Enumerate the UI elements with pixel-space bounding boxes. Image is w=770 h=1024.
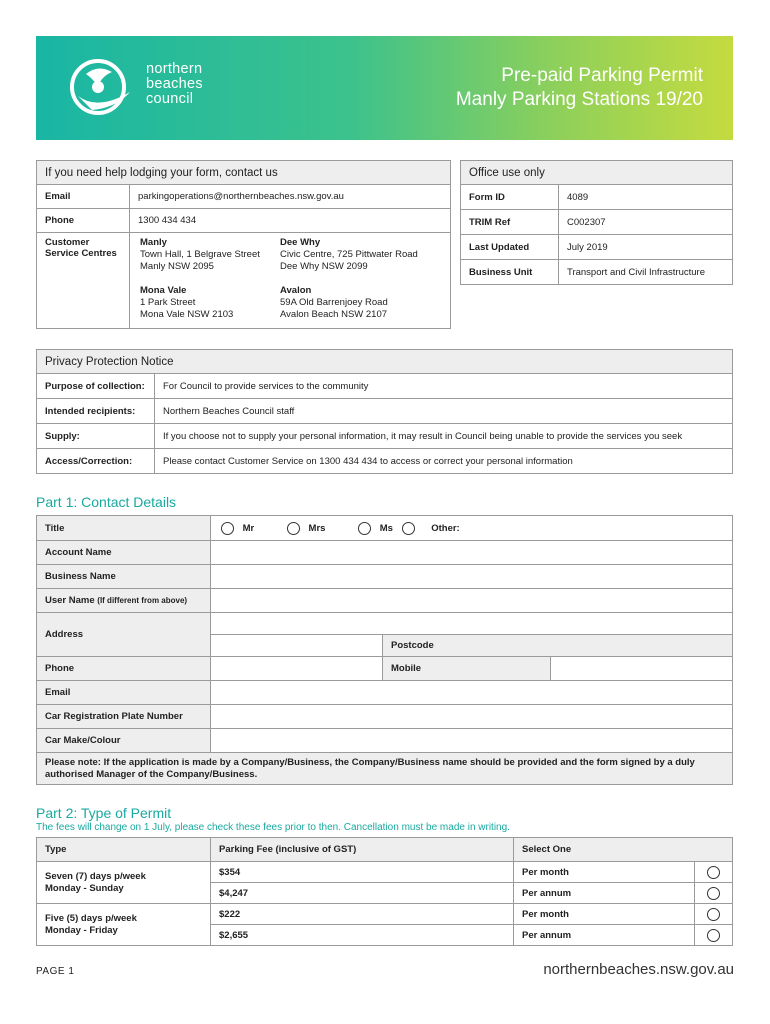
radio-ms[interactable] (358, 522, 371, 535)
trim-ref-value: C002307 (559, 210, 733, 235)
part1-title: Part 1: Contact Details (36, 494, 177, 510)
type-seven-days: Seven (7) days p/week Monday - Sunday (37, 862, 211, 904)
header-banner (36, 36, 733, 140)
car-rego-field[interactable] (211, 705, 733, 729)
help-contact-table (36, 160, 451, 329)
fee-seven-month: $354 (211, 862, 514, 883)
privacy-recipients-label: Intended recipients: (37, 399, 155, 424)
car-make-field[interactable] (211, 729, 733, 753)
help-header: If you need help lodging your form, contact us (37, 161, 451, 185)
car-rego-label: Car Registration Plate Number (37, 705, 211, 729)
radio-five-month[interactable] (707, 908, 720, 921)
title-label: Title (37, 516, 211, 541)
form-id-label: Form ID (461, 185, 559, 210)
period-seven-month: Per month (514, 862, 695, 883)
col-select: Select One (514, 838, 733, 862)
col-fee: Parking Fee (inclusive of GST) (211, 838, 514, 862)
radio-mr[interactable] (221, 522, 234, 535)
radio-five-annum[interactable] (707, 929, 720, 942)
privacy-access-value: Please contact Customer Service on 1300 434 434 to access or correct your personal information (155, 449, 733, 474)
select-seven-annum[interactable] (695, 883, 733, 904)
privacy-supply-value: If you choose not to supply your personal information, it may result in Council being unable to provide the services you seek (155, 424, 733, 449)
postcode-label: Postcode (383, 635, 733, 657)
account-name-field[interactable] (211, 541, 733, 565)
user-name-label: User Name (If different from above) (37, 589, 211, 613)
page-number: PAGE 1 (36, 966, 75, 977)
mobile-field[interactable] (551, 657, 733, 681)
email-label-p1: Email (37, 681, 211, 705)
phone-label-p1: Phone (37, 657, 211, 681)
last-updated-label: Last Updated (461, 235, 559, 260)
service-centres (130, 233, 451, 329)
office-use-table (460, 160, 733, 285)
phone-label: Phone (37, 209, 130, 233)
office-header: Office use only (461, 161, 733, 185)
contact-details-table (36, 515, 733, 785)
select-five-annum[interactable] (695, 925, 733, 946)
centre-dee-why: Dee Why Civic Centre, 725 Pittwater Road Dee Why NSW 2099 (280, 237, 418, 272)
company-note: Please note: If the application is made by a Company/Business, the Company/Business name should be provided and the form signed by a duly authorised Manager of the Company/Business. (37, 753, 733, 785)
centre-manly: Manly Town Hall, 1 Belgrave Street Manly NSW 2095 (140, 237, 260, 272)
part2-subtitle: The fees will change on 1 July, please check these fees prior to then. Cancellation must be made in writing. (36, 822, 510, 833)
centre-mona-vale: Mona Vale 1 Park Street Mona Vale NSW 2103 (140, 285, 234, 320)
privacy-purpose-label: Purpose of collection: (37, 374, 155, 399)
radio-mrs[interactable] (287, 522, 300, 535)
select-five-month[interactable] (695, 904, 733, 925)
period-five-month: Per month (514, 904, 695, 925)
address-field-line2[interactable] (211, 635, 383, 657)
option-mrs-label: Mrs (308, 522, 326, 534)
car-make-label: Car Make/Colour (37, 729, 211, 753)
option-mr-label: Mr (242, 522, 255, 534)
select-seven-month[interactable] (695, 862, 733, 883)
radio-seven-month[interactable] (707, 866, 720, 879)
title-options (211, 516, 733, 541)
email-value[interactable]: parkingoperations@northernbeaches.nsw.gov.au (130, 185, 451, 209)
fee-seven-annum: $4,247 (211, 883, 514, 904)
radio-other[interactable] (402, 522, 415, 535)
csc-label: Customer Service Centres (37, 233, 130, 329)
business-name-field[interactable] (211, 565, 733, 589)
website-link[interactable]: northernbeaches.nsw.gov.au (543, 961, 734, 978)
logo-text: northern beaches council (146, 61, 203, 107)
col-type: Type (37, 838, 211, 862)
email-label: Email (37, 185, 130, 209)
fee-five-month: $222 (211, 904, 514, 925)
privacy-recipients-value: Northern Beaches Council staff (155, 399, 733, 424)
business-unit-value: Transport and Civil Infrastructure (559, 260, 733, 285)
account-name-label: Account Name (37, 541, 211, 565)
period-seven-annum: Per annum (514, 883, 695, 904)
email-field[interactable] (211, 681, 733, 705)
page-title: Pre-paid Parking Permit Manly Parking Stations 19/20 (455, 65, 703, 110)
option-ms-label: Ms (379, 522, 393, 534)
period-five-annum: Per annum (514, 925, 695, 946)
trim-ref-label: TRIM Ref (461, 210, 559, 235)
council-logo-icon (68, 56, 138, 118)
type-five-days: Five (5) days p/week Monday - Friday (37, 904, 211, 946)
privacy-supply-label: Supply: (37, 424, 155, 449)
permit-type-table (36, 837, 733, 946)
form-id-value: 4089 (559, 185, 733, 210)
business-name-label: Business Name (37, 565, 211, 589)
fee-five-annum: $2,655 (211, 925, 514, 946)
privacy-table (36, 349, 733, 474)
privacy-header: Privacy Protection Notice (37, 350, 733, 374)
last-updated-value: July 2019 (559, 235, 733, 260)
phone-value: 1300 434 434 (130, 209, 451, 233)
phone-field[interactable] (211, 657, 383, 681)
address-field[interactable] (211, 613, 733, 635)
centre-avalon: Avalon 59A Old Barrenjoey Road Avalon Beach NSW 2107 (280, 285, 388, 320)
privacy-purpose-value: For Council to provide services to the community (155, 374, 733, 399)
user-name-field[interactable] (211, 589, 733, 613)
mobile-label: Mobile (383, 657, 551, 681)
option-other-label: Other: (431, 522, 460, 534)
privacy-access-label: Access/Correction: (37, 449, 155, 474)
business-unit-label: Business Unit (461, 260, 559, 285)
address-label: Address (37, 613, 211, 657)
part2-title: Part 2: Type of Permit (36, 805, 172, 821)
radio-seven-annum[interactable] (707, 887, 720, 900)
